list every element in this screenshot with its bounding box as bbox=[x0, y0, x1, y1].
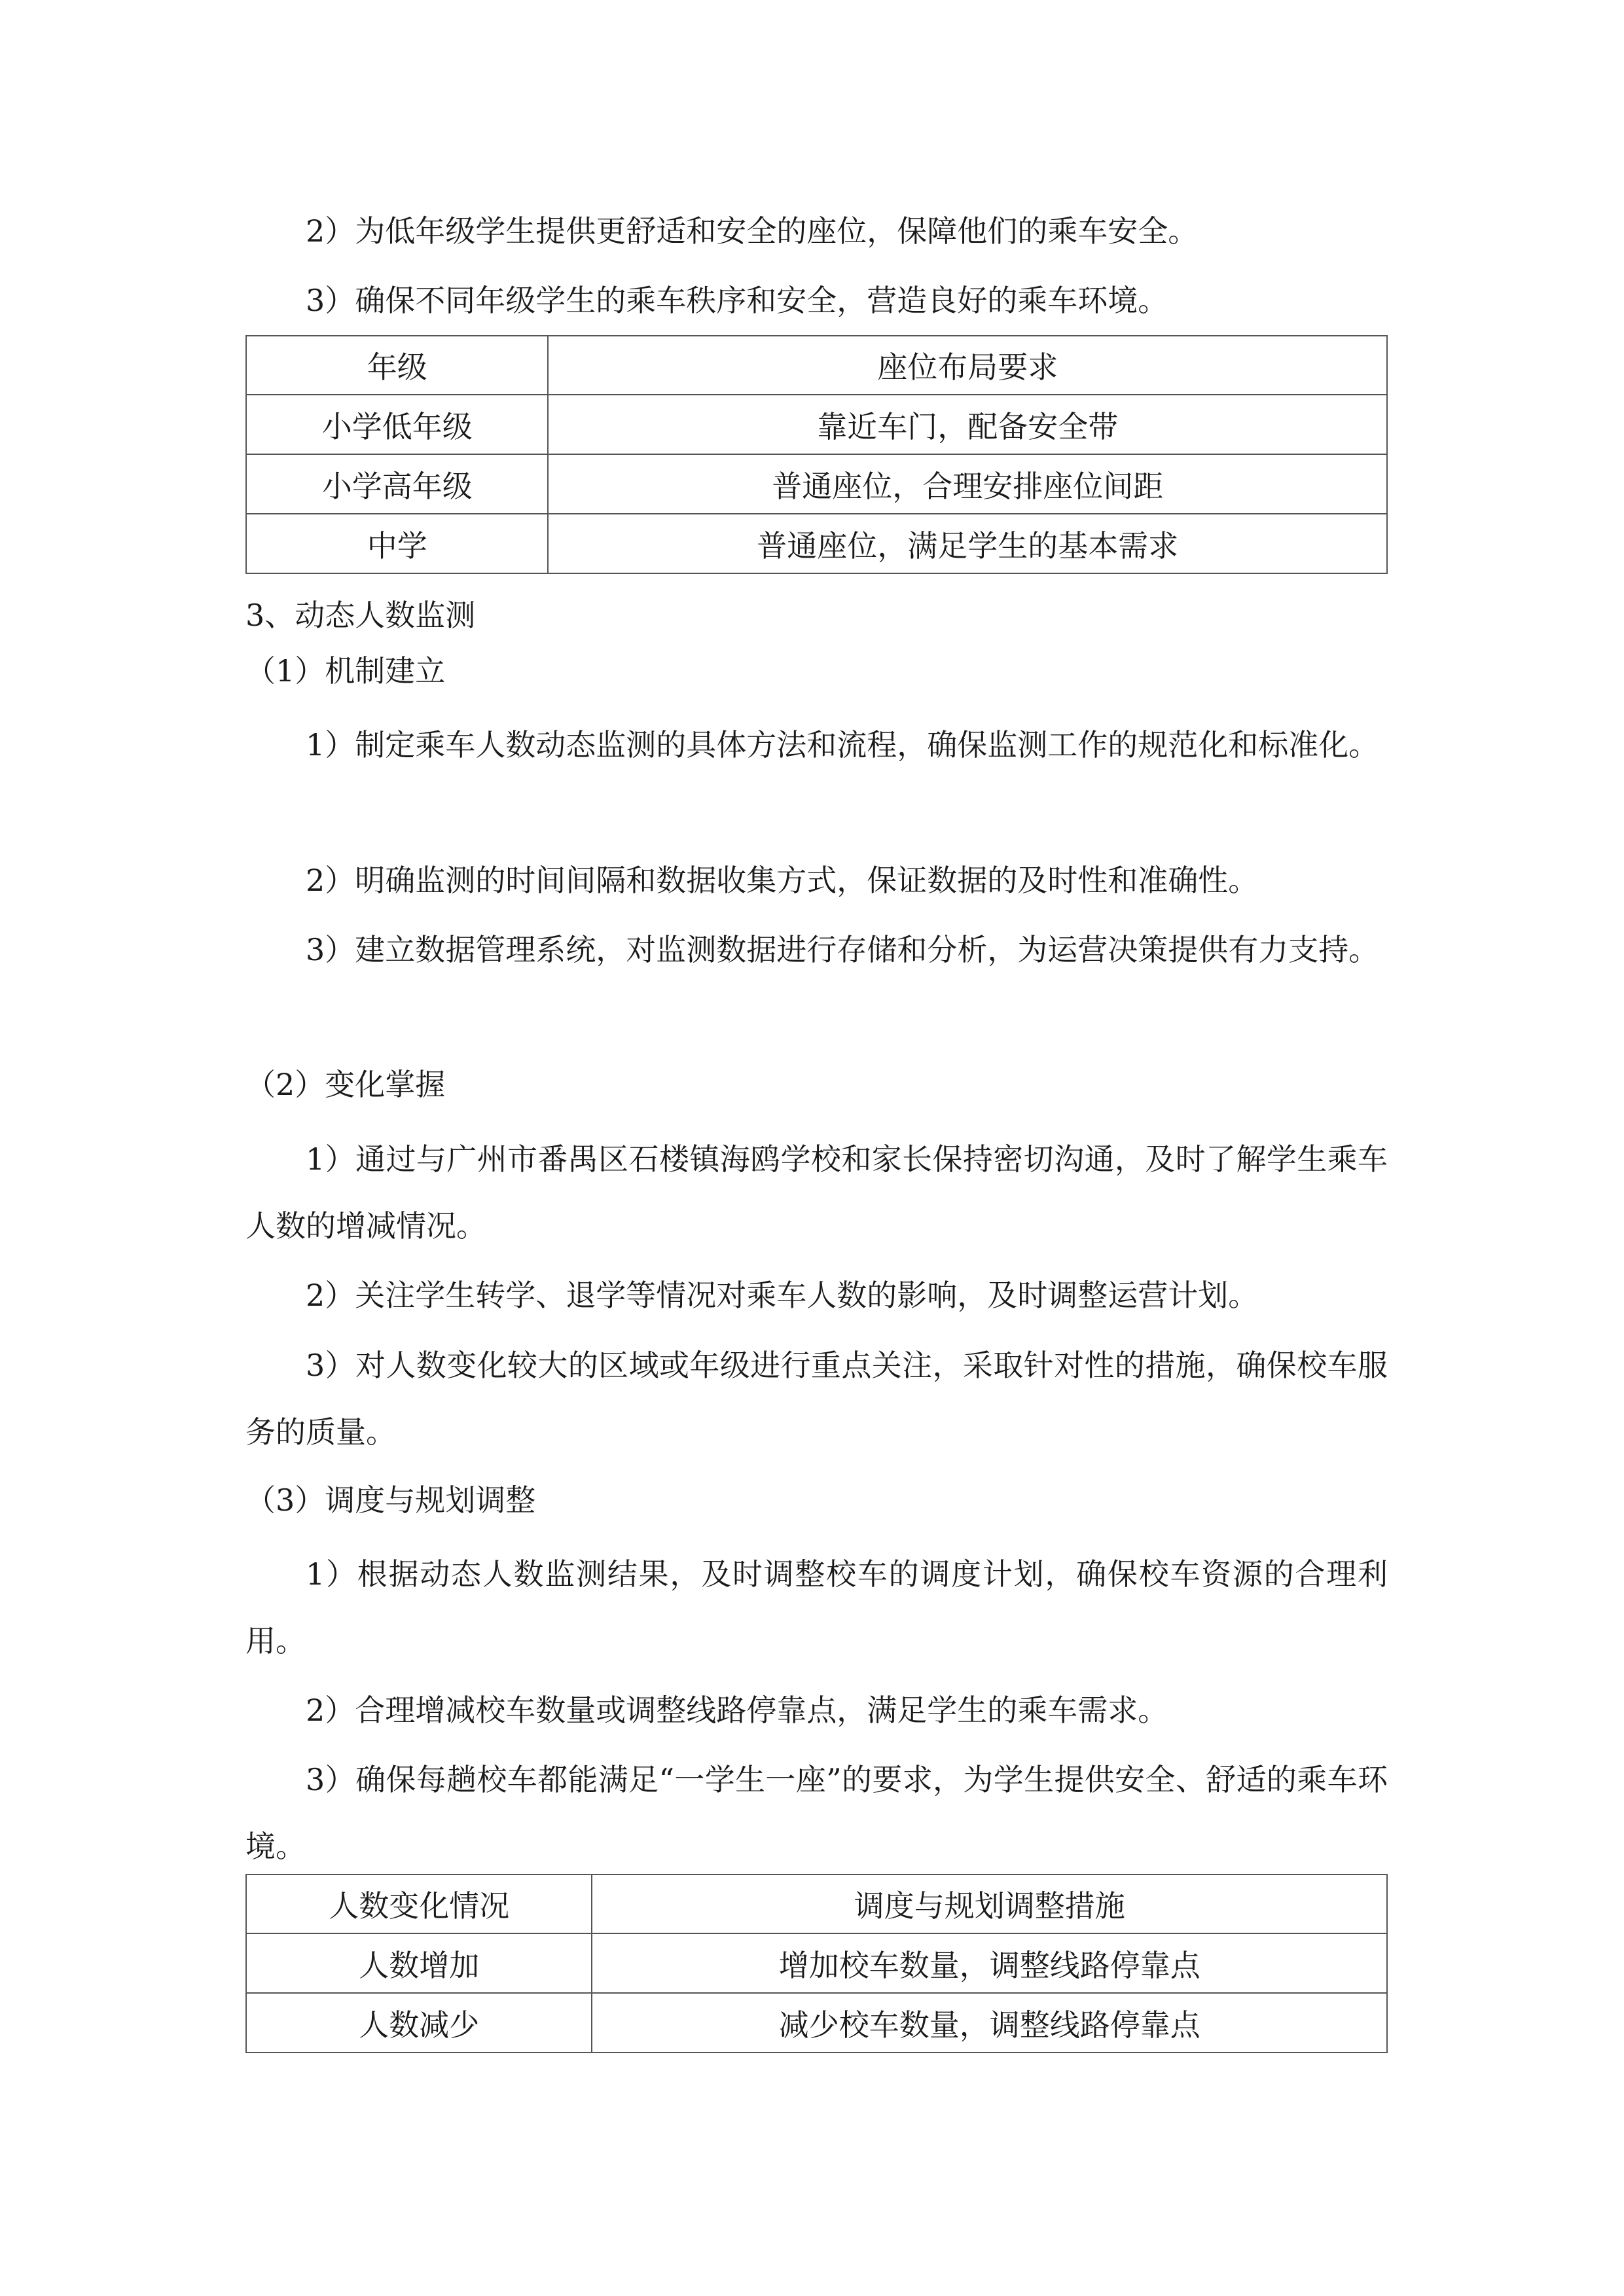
table-cell: 靠近车门，配备安全带 bbox=[548, 395, 1387, 454]
table-cell: 普通座位，合理安排座位间距 bbox=[548, 454, 1387, 514]
mechanism-item-3: 3）建立数据管理系统，对监测数据进行存储和分析，为运营决策提供有力支持。 bbox=[306, 932, 1379, 967]
table-header-cell: 座位布局要求 bbox=[548, 336, 1387, 395]
table-cell: 减少校车数量，调整线路停靠点 bbox=[592, 1993, 1387, 2053]
table-cell: 人数增加 bbox=[246, 1933, 592, 1993]
table-header-cell: 调度与规划调整措施 bbox=[592, 1874, 1387, 1933]
table-header-row bbox=[246, 336, 1387, 395]
section-heading-monitor: 3、动态人数监测 bbox=[245, 598, 476, 633]
table-cell: 普通座位，满足学生的基本需求 bbox=[548, 514, 1387, 573]
table-row bbox=[246, 454, 1387, 514]
seat-item-2: 2）为低年级学生提供更舒适和安全的座位，保障他们的乘车安全。 bbox=[306, 213, 1199, 249]
table-row bbox=[246, 1933, 1387, 1993]
seat-item-3: 3）确保不同年级学生的乘车秩序和安全，营造良好的乘车环境。 bbox=[306, 283, 1168, 318]
table-row bbox=[246, 514, 1387, 573]
dispatch-adjustment-table bbox=[245, 1874, 1388, 2053]
table-cell: 人数减少 bbox=[246, 1993, 592, 2053]
subheading-mechanism: （1）机制建立 bbox=[245, 653, 446, 689]
mechanism-item-1: 1）制定乘车人数动态监测的具体方法和流程，确保监测工作的规范化和标准化。 bbox=[306, 727, 1379, 762]
dispatch-item-2: 2）合理增减校车数量或调整线路停靠点，满足学生的乘车需求。 bbox=[306, 1693, 1168, 1728]
table-cell: 中学 bbox=[246, 514, 548, 573]
table-header-row bbox=[246, 1874, 1387, 1933]
dispatch-item-3: 3）确保每趟校车都能满足“一学生一座”的要求，为学生提供安全、舒适的乘车环境。 bbox=[245, 1762, 1388, 1864]
subheading-changes: （2）变化掌握 bbox=[245, 1067, 446, 1102]
table-cell: 小学高年级 bbox=[246, 454, 548, 514]
table-cell: 小学低年级 bbox=[246, 395, 548, 454]
table-header-cell: 人数变化情况 bbox=[246, 1874, 592, 1933]
table-header-cell: 年级 bbox=[246, 336, 548, 395]
changes-item-3: 3）对人数变化较大的区域或年级进行重点关注，采取针对性的措施，确保校车服务的质量。 bbox=[245, 1348, 1388, 1450]
changes-item-1: 1）通过与广州市番禺区石楼镇海鸥学校和家长保持密切沟通，及时了解学生乘车人数的增减情况。 bbox=[245, 1141, 1388, 1244]
mechanism-item-2: 2）明确监测的时间间隔和数据收集方式，保证数据的及时性和准确性。 bbox=[306, 863, 1259, 898]
table-row bbox=[246, 395, 1387, 454]
dispatch-item-1: 1）根据动态人数监测结果，及时调整校车的调度计划，确保校车资源的合理利用。 bbox=[245, 1556, 1388, 1659]
subheading-dispatch: （3）调度与规划调整 bbox=[245, 1482, 536, 1518]
seat-layout-table bbox=[245, 335, 1388, 574]
table-cell: 增加校车数量，调整线路停靠点 bbox=[592, 1933, 1387, 1993]
table-row bbox=[246, 1993, 1387, 2053]
changes-item-2: 2）关注学生转学、退学等情况对乘车人数的影响，及时调整运营计划。 bbox=[306, 1278, 1259, 1313]
